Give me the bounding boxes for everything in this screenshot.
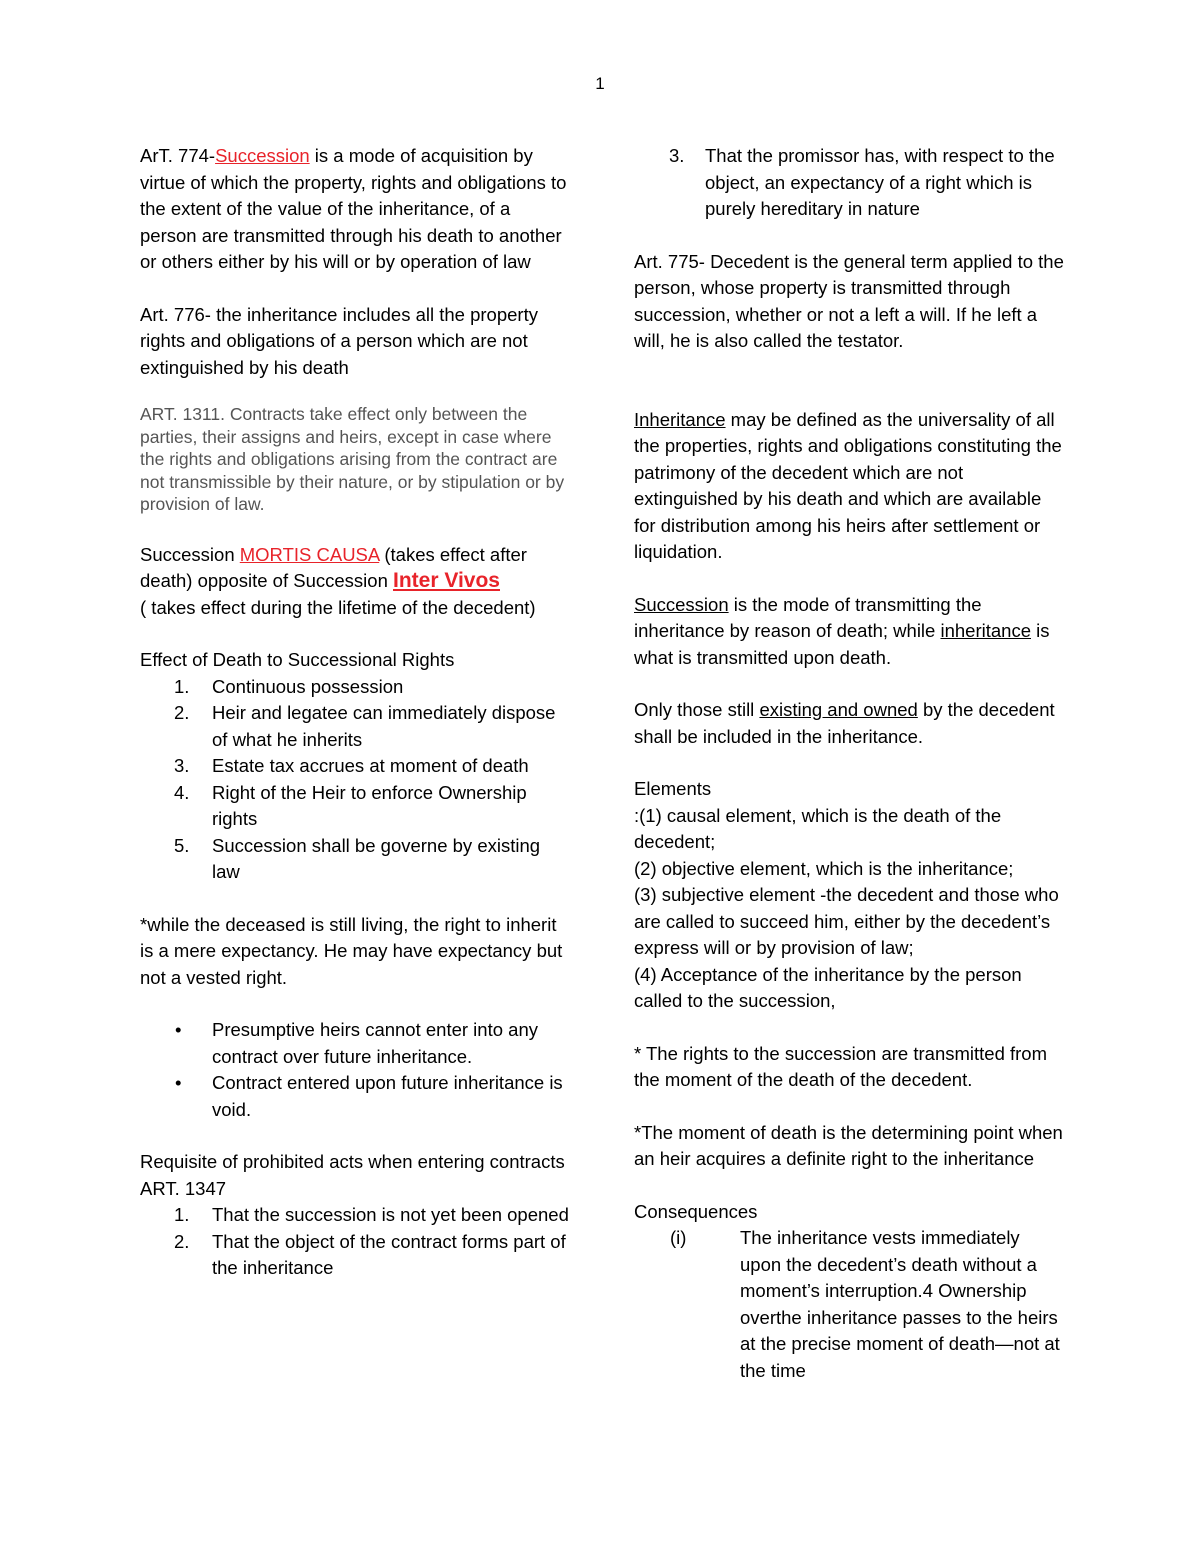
requisite-list <box>140 1202 570 1282</box>
list-item: 3. That the promissor has, with respect to the object, an expectancy of a right which is purely hereditary in nature <box>669 145 1055 219</box>
list-item: 3. Estate tax accrues at moment of death <box>174 755 529 776</box>
consequences-list <box>634 1225 1064 1384</box>
left-column <box>140 143 570 1282</box>
page-number: 1 <box>595 74 605 93</box>
succession-term: Succession <box>215 145 310 166</box>
mortis-causa-paragraph: Succession MORTIS CAUSA (takes effect after death) opposite of Succession Inter Vivos ( takes effect during the lifetime of the decedent) <box>140 543 536 618</box>
effect-heading: Effect of Death to Successional Rights <box>140 649 455 670</box>
element-item: (4) Acceptance of the inheritance by the person called to the succession, <box>634 963 1022 1011</box>
bullet-list <box>140 1017 570 1123</box>
list-item: • Presumptive heirs cannot enter into any contract over future inheritance. <box>175 1019 538 1067</box>
elements-heading: Elements <box>634 778 712 799</box>
art-774-paragraph: ArT. 774-Succession is a mode of acquisition by virtue of which the property, rights and obligations to the extent of the value of the inheritance, of a person are transmitted through his death to another or others either by his will or by operation of law <box>140 145 567 272</box>
moment-note: *The moment of death is the determining point when an heir acquires a definite right to the inheritance <box>634 1121 1063 1169</box>
art-775-paragraph: Art. 775- Decedent is the general term applied to the person, whose property is transmitted through succession, whether or not a left a will. If he left a will, he is also called the testator. <box>634 250 1064 351</box>
element-item: (3) subjective element -the decedent and those who are called to succeed him, either by the decedent’s express will or by provision of law; <box>634 884 1059 958</box>
inter-vivos-term: Inter Vivos <box>393 569 500 592</box>
list-item: 4. Right of the Heir to enforce Ownership rights <box>174 781 527 829</box>
list-item: 1. Continuous possession <box>174 675 404 697</box>
requisite-heading: Requisite of prohibited acts when entering contracts ART. 1347 <box>140 1151 565 1199</box>
list-item: • Contract entered upon future inheritance is void. <box>175 1072 563 1120</box>
rights-note: * The rights to the succession are transmitted from the moment of the death of the decedent. <box>634 1042 1048 1090</box>
inheritance-definition: Inheritance may be defined as the universality of all the properties, rights and obligations constituting the patrimony of the decedent which are not extinguished by his death and which are available for distribution among his heirs after settlement or liquidation. <box>634 408 1062 562</box>
element-item: :(1) causal element, which is the death of the decedent; <box>634 804 1002 852</box>
list-item: 2. That the object of the contract forms part of the inheritance <box>174 1230 566 1278</box>
art-1311-paragraph: ART. 1311. Contracts take effect only between the parties, their assigns and heirs, except in case where the rights and obligations arising from the contract are not transmissible by their nature, or by stipulation or by provision of law. <box>140 404 565 514</box>
mortis-causa-term: MORTIS CAUSA <box>239 543 380 565</box>
element-item: (2) objective element, which is the inheritance; <box>634 857 1014 879</box>
art-776-paragraph: Art. 776- the inheritance includes all the property rights and obligations of a person which are not extinguished by his death <box>140 303 538 378</box>
list-item: 2. Heir and legatee can immediately dispose of what he inherits <box>174 702 556 750</box>
expectancy-note: *while the deceased is still living, the right to inherit is a mere expectancy. He may have expectancy but not a vested right. <box>140 913 563 988</box>
right-column <box>634 143 1064 1384</box>
list-item: 5. Succession shall be governe by existing law <box>174 834 541 882</box>
succession-definition: Succession is the mode of transmitting the inheritance by reason of death; while inheritance is what is transmitted upon death. <box>634 593 1050 668</box>
requisite-list-continued <box>634 143 1064 223</box>
list-item: 1. That the succession is not yet been opened <box>174 1204 569 1225</box>
list-item: (i) The inheritance vests immediately upon the decedent’s death without a moment’s interruption.4 Ownership overthe inheritance passes to the heirs at the precise moment of death—not at the time <box>670 1227 1060 1381</box>
consequences-heading: Consequences <box>634 1200 758 1222</box>
existing-owned-paragraph: Only those still existing and owned by the decedent shall be included in the inheritance. <box>634 699 1055 747</box>
effect-list <box>140 674 570 886</box>
